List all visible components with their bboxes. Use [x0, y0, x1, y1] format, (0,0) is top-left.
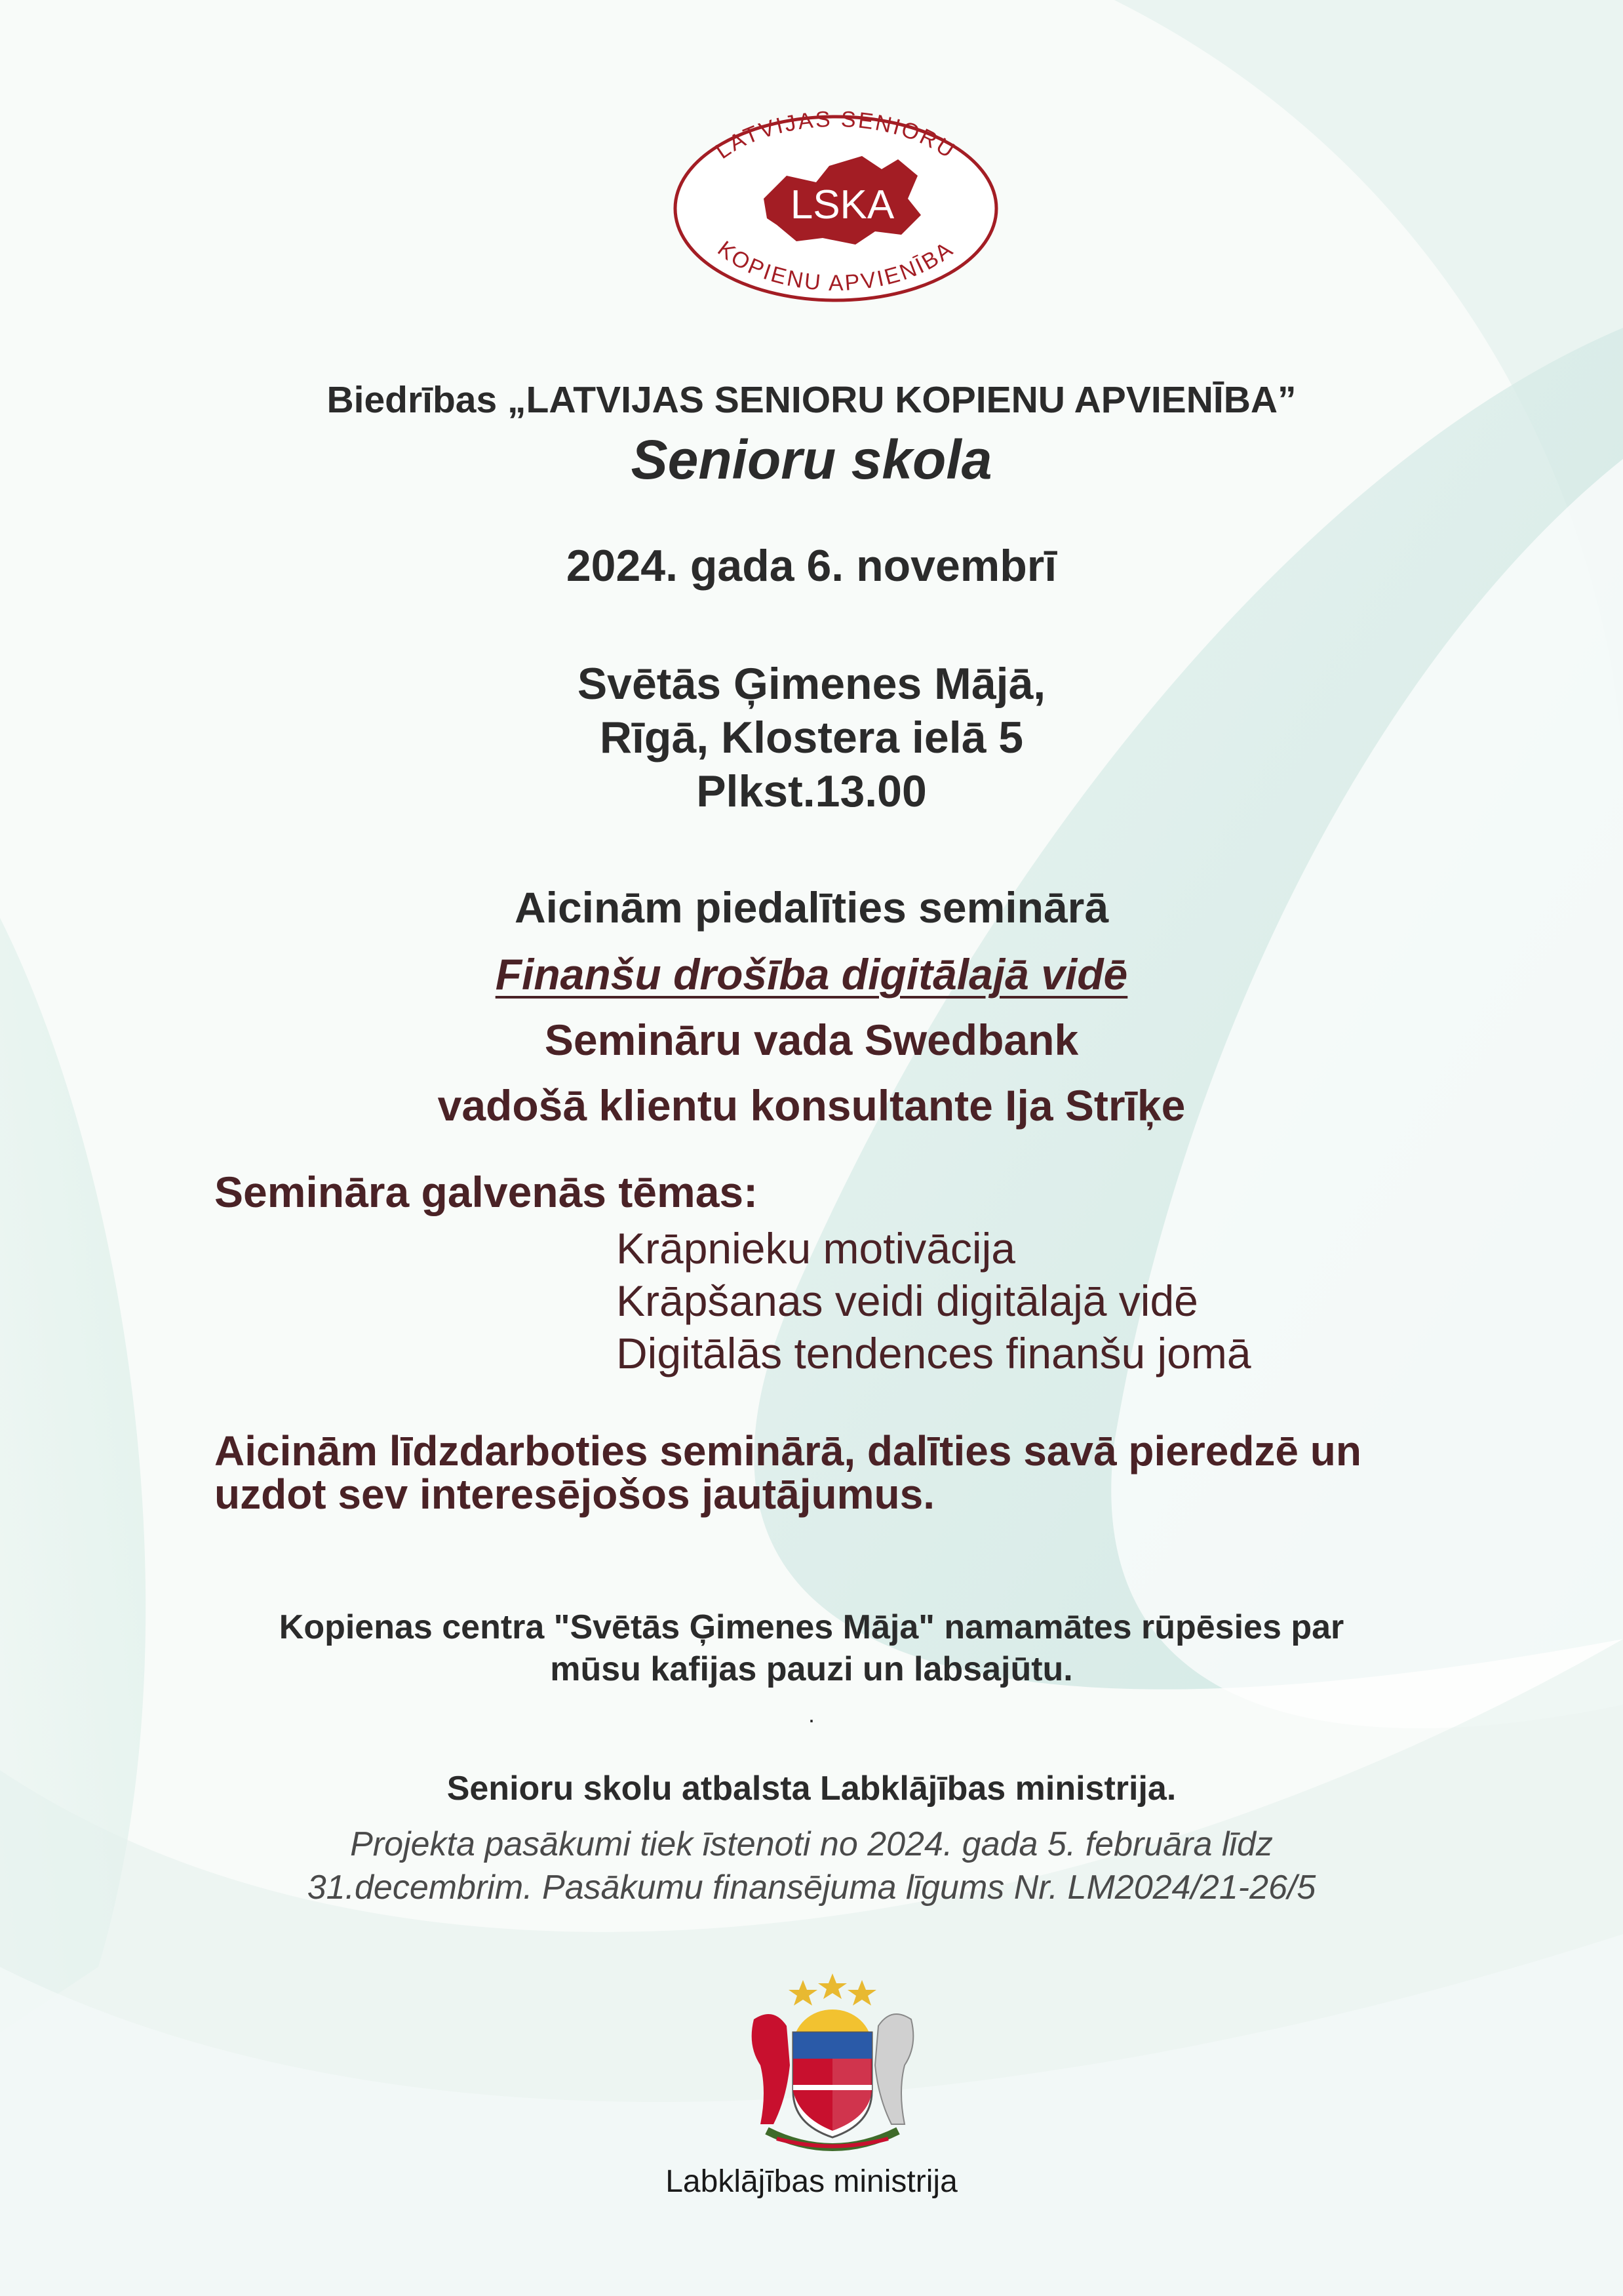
topic-item: Krāpnieku motivācija	[616, 1224, 1015, 1273]
seminar-topic: Finanšu drošība digitālajā vidē	[495, 950, 1128, 999]
project-line-1: Projekta pasākumi tiek īstenoti no 2024. gada 5. februāra līdz	[350, 1825, 1273, 1863]
dot-separator: .	[808, 1701, 815, 1728]
org-line: Biedrības „LATVIJAS SENIORU KOPIENU APVIENĪBA”	[326, 379, 1297, 421]
project-note	[0, 1823, 1623, 1909]
venue-time: Plkst.13.00	[696, 766, 927, 816]
support-line: Senioru skolu atbalsta Labklājības ministrija.	[446, 1770, 1177, 1808]
event-date: 2024. gada 6. novembrī	[566, 541, 1057, 591]
logo-text-top: LATVIJAS SENIORU	[711, 110, 961, 165]
venue-line-1: Svētās Ģimenes Mājā,	[577, 659, 1046, 709]
topic-item: Digitālās tendences finanšu jomā	[616, 1329, 1251, 1377]
cafe-line-2: mūsu kafijas pauzi un labsajūtu.	[550, 1650, 1073, 1688]
lska-logo	[665, 110, 1006, 307]
cafe-note	[0, 1606, 1623, 1690]
logo-text-bottom: KOPIENU APVIENĪBA	[713, 236, 959, 296]
school-title: Senioru skola	[631, 429, 992, 490]
venue-line-2: Rīgā, Klostera ielā 5	[599, 713, 1024, 762]
topics-heading: Semināra galvenās tēmas:	[214, 1168, 758, 1216]
coat-of-arms-icon	[714, 1967, 950, 2164]
cafe-line-1: Kopienas centra "Svētās Ģimenes Māja" namamātes rūpēsies par	[279, 1608, 1344, 1646]
ministry-label: Labklājības ministrija	[665, 2164, 958, 2199]
seminar-lead-line: Semināru vada Swedbank	[544, 1016, 1079, 1064]
seminar-lead-name: vadošā klientu konsultante Ija Strīķe	[437, 1081, 1186, 1130]
project-line-2: 31.decembrim. Pasākumu finansējuma līgums Nr. LM2024/21-26/5	[307, 1869, 1316, 1907]
invitation-line: Aicinām piedalīties seminārā	[514, 883, 1109, 932]
logo-abbr: LSKA	[790, 182, 895, 228]
topic-item: Krāpšanas veidi digitālajā vidē	[616, 1277, 1198, 1325]
participation-invite: Aicinām līdzdarboties seminārā, dalīties savā pieredzē un uzdot sev interesējošos jautājumus.	[214, 1427, 1361, 1518]
